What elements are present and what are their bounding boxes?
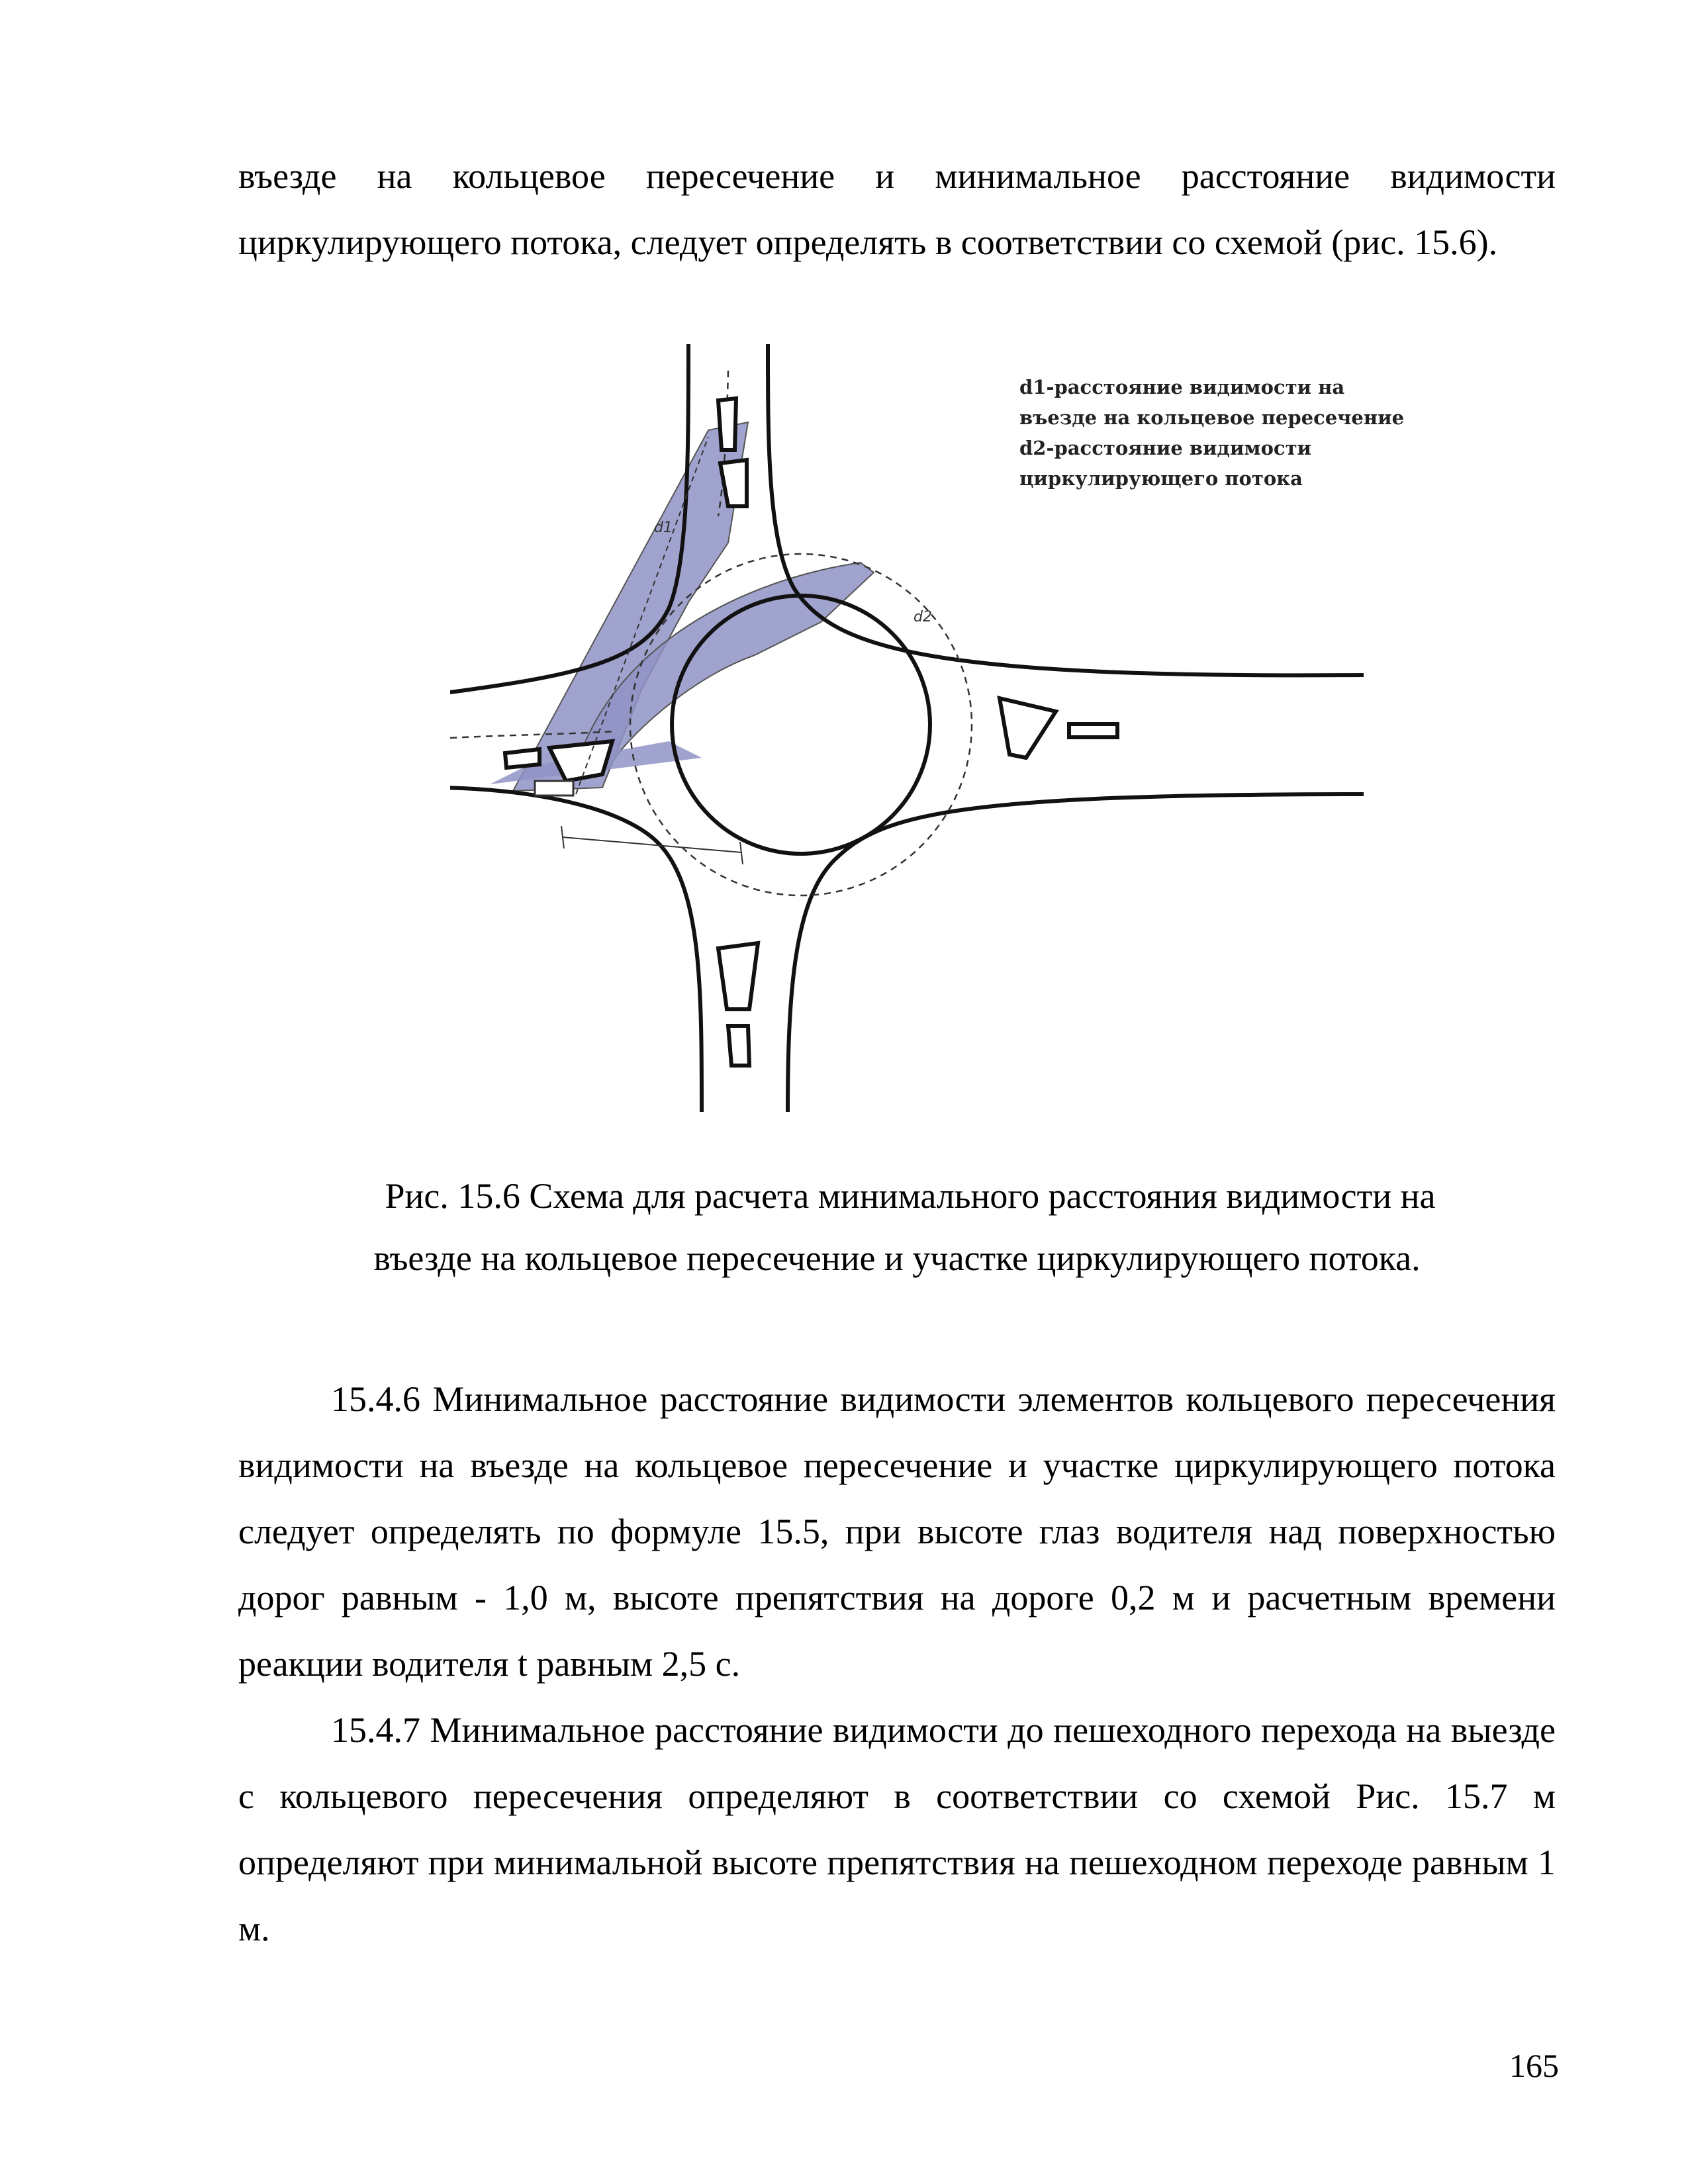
paragraph-15-4-7: 15.4.7 Минимальное расстояние видимости до пешеходного перехода на выезде с кольцевого пересечения определяют в соответствии со схемой Рис. 15.7 м определяют при минимальной высоте препятствия на пешеходном переходе равным 1 м.	[238, 1710, 1556, 1948]
caption-line-1: Рис. 15.6 Схема для расчета минимального расстояния видимости на	[385, 1176, 1436, 1216]
paragraph-intro: въезде на кольцевое пересечение и минимальное расстояние видимости циркулирующего потока, следует определять в соответствии со схемой (рис. 15.6).	[238, 156, 1556, 262]
legend-line: циркулирующего потока	[1019, 467, 1303, 490]
legend-line: d1-расстояние видимости на	[1019, 376, 1345, 398]
figure-caption	[238, 1165, 1556, 1289]
label-d1: d1	[654, 520, 673, 536]
roundabout-figure	[450, 344, 1430, 1125]
legend-line: d2-расстояние видимости	[1019, 437, 1312, 459]
car-icon	[535, 781, 573, 796]
paragraph-15-4-6: 15.4.6 Минимальное расстояние видимости элементов кольцевого пересечения видимости на въезде на кольцевое пересечение и участке циркулирующего потока следует определять по формуле 15.5, при высоте глаз водителя над поверхностью дорог равным - 1,0 м, высоте препятствия на дороге 0,2 м и расчетным времени реакции водителя t равным 2,5 с.	[238, 1379, 1556, 1684]
legend-line: въезде на кольцевое пересечение	[1019, 406, 1405, 429]
page-number: 165	[1509, 2047, 1559, 2084]
label-d2: d2	[914, 609, 932, 625]
caption-line-2: въезде на кольцевое пересечение и участке циркулирующего потока.	[373, 1238, 1421, 1278]
dimension-line	[561, 826, 743, 864]
figure-legend	[1019, 372, 1417, 494]
